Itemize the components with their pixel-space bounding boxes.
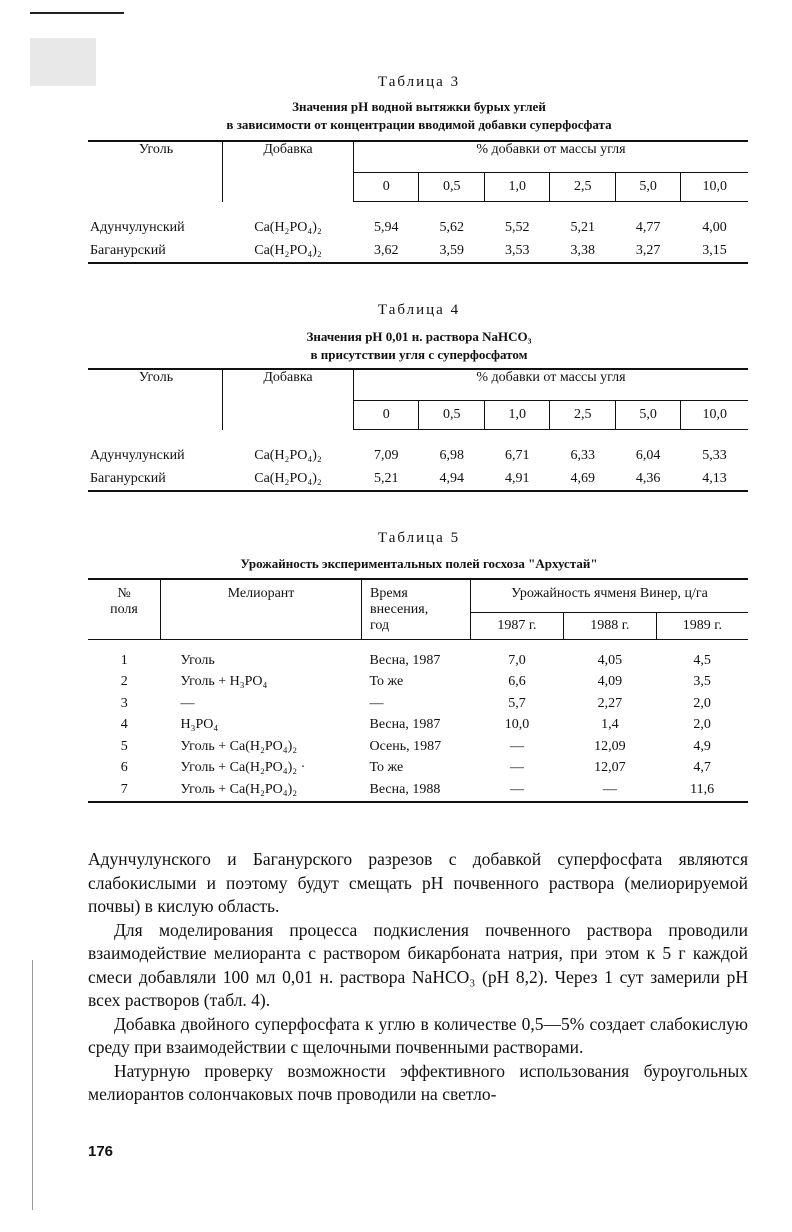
table4-value: 5,33 (702, 447, 727, 463)
table5-field-number: 7 (88, 779, 161, 802)
table-row (88, 693, 748, 715)
table3-value: 3,38 (550, 239, 615, 263)
table3-caption: Таблица 3 (377, 74, 461, 90)
table5-field-number: 5 (120, 738, 128, 754)
table4-col-coal: Уголь (88, 369, 223, 430)
table3 (88, 140, 748, 264)
table5-time: Осень, 1987 (369, 738, 442, 754)
table5-yield-1987: 5,7 (508, 695, 526, 711)
table5-time: Весна, 1988 (362, 779, 471, 802)
scan-smudge (30, 38, 96, 86)
table3-coal: Адунчулунский (90, 219, 185, 235)
table5-yield-1989: 4,7 (693, 760, 711, 776)
table4-caption: Таблица 4 (377, 302, 461, 318)
table5-yield-1988: 2,27 (597, 695, 623, 711)
table5-year: 1988 г. (563, 613, 656, 640)
table3-title-line1: Значения pH водной вытяжки бурых углей (292, 99, 546, 114)
table5-time: То же (369, 760, 404, 776)
table3-percent: 5,0 (615, 173, 680, 202)
table4-value: 7,09 (373, 447, 399, 463)
table5-col-meliorant: Мелиорант (161, 579, 362, 640)
paragraph-1: Адунчулунского и Багануpского разрезов с добавкой суперфосфата являются слабокислыми и поэтому будут смещать pH почвенного раствора (мелиорируемой почвы) в кислую область. (88, 849, 748, 916)
table5-col-field-line1: № (117, 586, 131, 601)
table5-yield-1987: 10,0 (504, 717, 530, 733)
table3-percent: 0,5 (419, 173, 484, 202)
table4-additive: Ca(H₂PO₄)₂ (254, 447, 322, 463)
table4-value: 6,98 (439, 447, 464, 463)
table5-field-number: 2 (120, 674, 128, 690)
table3-value: 3,27 (615, 239, 680, 263)
table3-percent: 10,0 (681, 173, 748, 202)
table5-yield-1989: 2,0 (693, 695, 711, 711)
table5-col-time-line2: внесения, (370, 602, 429, 617)
table3-col-coal: Уголь (88, 141, 223, 202)
table-row (88, 758, 748, 780)
table5-time: Весна, 1987 (369, 717, 441, 733)
table5-time: То же (369, 674, 404, 690)
table3-additive: Ca(H₂PO₄)₂ (254, 219, 322, 235)
table5 (88, 578, 748, 803)
table5-yield-1987: — (471, 779, 564, 802)
table5-col-field (88, 579, 161, 640)
table4 (88, 368, 748, 492)
table4-value: 6,04 (635, 447, 661, 463)
table5-col-time (362, 579, 471, 640)
table-row (88, 672, 748, 694)
table3-value: 5,21 (570, 219, 595, 235)
table3-title-line2: в зависимости от концентрации вводимой добавки суперфосфата (226, 117, 612, 132)
table5-yield-1988: 12,07 (594, 760, 626, 776)
table5-col-time-line3: год (370, 618, 390, 633)
top-rule (30, 12, 124, 14)
table5-col-field-line2: поля (110, 602, 138, 617)
table5-field-number: 3 (120, 695, 128, 711)
table4-value: 6,33 (570, 447, 595, 463)
binding-mark (32, 960, 33, 1210)
table5-yield-1989: 11,6 (656, 779, 748, 802)
table4-coal: Адунчулунский (90, 447, 185, 463)
table5-yield-1988: 12,09 (594, 738, 626, 754)
table4-percent: 5,0 (615, 401, 680, 430)
table-row (88, 779, 748, 802)
table3-value: 4,77 (635, 219, 661, 235)
table5-yield-1988: 4,09 (597, 674, 623, 690)
table4-percent: 2,5 (550, 401, 615, 430)
table3-value: 4,00 (702, 219, 727, 235)
table4-coal: Багануpский (88, 467, 223, 491)
table3-value: 5,52 (504, 219, 530, 235)
table5-col-time-line1: Время (370, 586, 408, 601)
table3-value: 3,62 (354, 239, 419, 263)
table5-meliorant: Уголь + Ca(H₂PO₄)₂ (180, 738, 298, 754)
table5-col-yield: Урожайность ячменя Винер, ц/га (471, 579, 749, 613)
table5-yield-1988: 4,05 (597, 652, 623, 668)
table5-field-number: 6 (120, 760, 128, 776)
table5-year: 1987 г. (471, 613, 564, 640)
table3-coal: Багануpский (88, 239, 223, 263)
table3-value: 5,62 (439, 219, 464, 235)
table4-value: 4,69 (550, 467, 615, 491)
table5-meliorant: Уголь (180, 652, 215, 668)
table3-percent: 2,5 (550, 173, 615, 202)
table5-title: Урожайность экспериментальных полей госхоза "Архустай" (240, 556, 598, 571)
table4-title-line2: в присутствии угля с суперфосфатом (310, 347, 528, 362)
table4-percent: 1,0 (484, 401, 549, 430)
table5-yield-1988: 1,4 (601, 717, 619, 733)
table4-percent: 10,0 (681, 401, 748, 430)
table4-percent: 0,5 (419, 401, 484, 430)
table5-yield-1989: 3,5 (693, 674, 711, 690)
table3-percent: 1,0 (484, 173, 549, 202)
table4-additive: Ca(H₂PO₄)₂ (223, 467, 354, 491)
page-number: 176 (88, 1143, 114, 1160)
table-row (88, 216, 748, 239)
paragraph-4: Натурную проверку возможности эффективного использования буроугольных мелиорантов солончаковых почв проводили на светло- (88, 1060, 748, 1104)
table5-yield-1989: 4,9 (693, 738, 711, 754)
paragraph-2: Для моделирования процесса подкисления почвенного раствора проводили взаимодействие мелиоранта с раствором бикарбоната натрия, при этом к 5 г каждой смеси добавляли 100 мл 0,01 н. раствора NaHCO₃ (pH 8,2). Через 1 сут замерили pH всех растворов (табл. 4). (88, 919, 748, 1010)
table-row (88, 736, 748, 758)
body-text (88, 848, 748, 1107)
table-row (88, 467, 748, 491)
table5-time: Весна, 1987 (369, 652, 441, 668)
table5-yield-1989: 4,5 (693, 652, 711, 668)
table-row (88, 444, 748, 467)
table-row (88, 650, 748, 672)
table4-value: 4,36 (615, 467, 680, 491)
table3-percent: 0 (354, 173, 419, 202)
table3-value: 3,15 (681, 239, 748, 263)
table5-yield-1987: 6,6 (508, 674, 526, 690)
table4-col-percent: % добавки от массы угля (354, 369, 749, 401)
table5-meliorant: Уголь + H₃PO₄ (180, 674, 268, 690)
table3-col-percent: % добавки от массы угля (354, 141, 749, 173)
table3-col-additive: Добавка (223, 141, 354, 202)
table-row (88, 715, 748, 737)
table5-body (88, 650, 748, 802)
table5-meliorant: — (180, 695, 195, 711)
table5-field-number: 4 (120, 717, 128, 733)
table3-value: 3,53 (484, 239, 549, 263)
table4-value: 6,71 (504, 447, 530, 463)
table5-meliorant: H₃PO₄ (180, 717, 219, 733)
table5-field-number: 1 (120, 652, 128, 668)
table5-yield-1987: — (509, 738, 524, 754)
paragraph-3: Добавка двойного суперфосфата к углю в количестве 0,5—5% создает слабокислую среду при взаимодействии с щелочными почвенными растворами. (88, 1013, 748, 1057)
table4-value: 4,91 (484, 467, 549, 491)
table4-value: 4,94 (419, 467, 484, 491)
table5-meliorant: Уголь + Ca(H₂PO₄)₂ · (180, 760, 306, 776)
table3-title (90, 98, 748, 134)
table5-yield-1987: 7,0 (508, 652, 526, 668)
table3-additive: Ca(H₂PO₄)₂ (223, 239, 354, 263)
table5-time: — (369, 695, 384, 711)
table5-yield-1989: 2,0 (693, 717, 711, 733)
table5-caption: Таблица 5 (377, 530, 461, 546)
table4-value: 4,13 (681, 467, 748, 491)
table5-yield-1988: — (563, 779, 656, 802)
table4-title-line1: Значения pH 0,01 н. раствора NaHCO₃ (306, 329, 532, 344)
table-row (88, 239, 748, 263)
table4-value: 5,21 (354, 467, 419, 491)
table4-percent: 0 (354, 401, 419, 430)
table5-meliorant: Уголь + Ca(H₂PO₄)₂ (161, 779, 362, 802)
table4-title (90, 328, 748, 364)
table3-value: 3,59 (419, 239, 484, 263)
table5-yield-1987: — (509, 760, 524, 776)
table4-col-additive: Добавка (223, 369, 354, 430)
table3-value: 5,94 (373, 219, 399, 235)
table5-year: 1989 г. (656, 613, 748, 640)
